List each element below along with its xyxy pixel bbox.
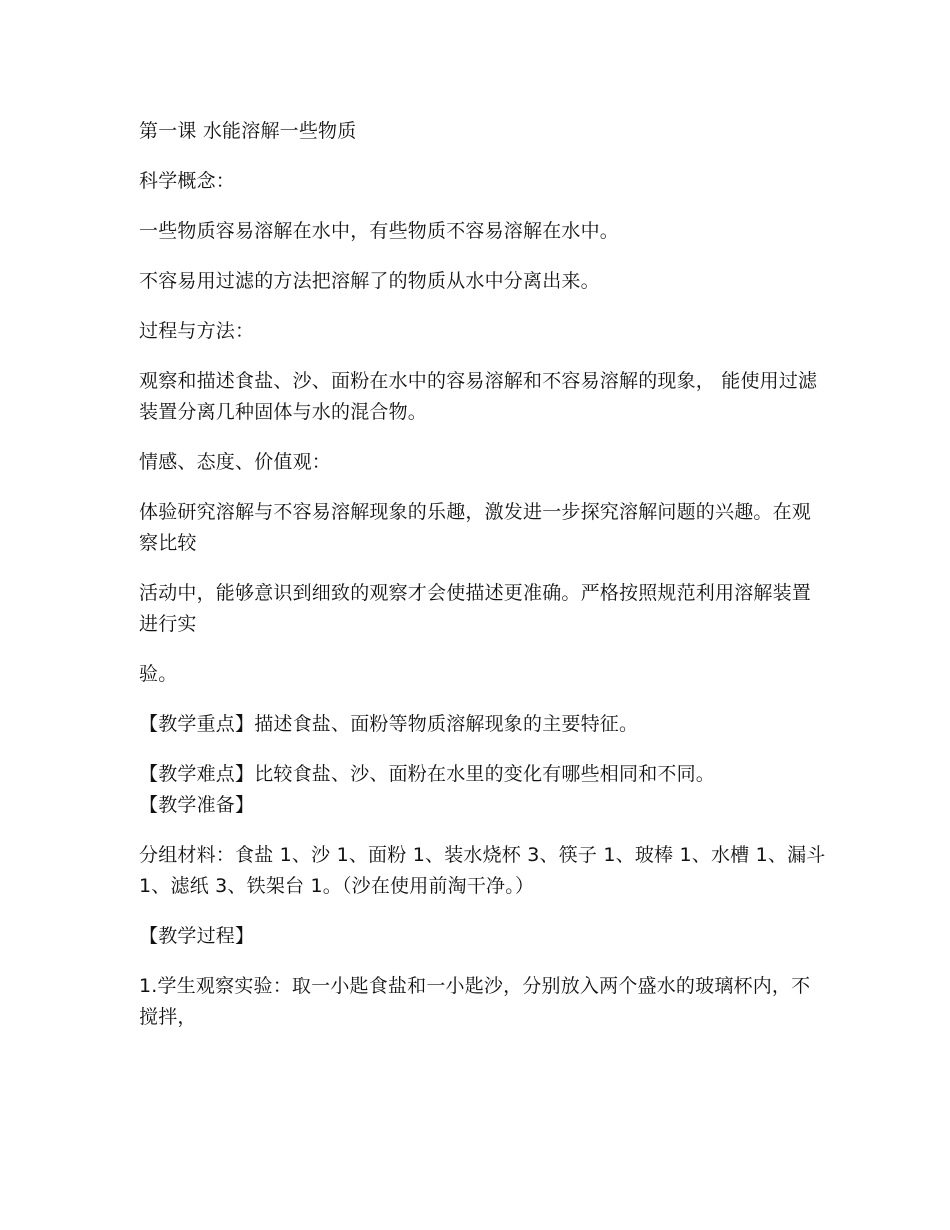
section-heading-process-methods: 过程与方法： — [139, 320, 255, 342]
paragraph-attitude-3: 验。 — [139, 663, 178, 685]
teaching-difficulty: 【教学难点】比较食盐、沙、面粉在水里的变化有哪些相同和不同。 — [139, 763, 716, 785]
lesson-title: 第一课 水能溶解一些物质 — [139, 120, 357, 142]
document-body — [139, 116, 829, 1052]
paragraph-attitude-2: 活动中，能够意识到细致的观察才会使描述更准确。严格按照规范利用溶解装置进行实 — [139, 582, 812, 635]
paragraph-concept-1: 一些物质容易溶解在水中，有些物质不容易溶解在水中。 — [139, 220, 620, 242]
teaching-process-heading: 【教学过程】 — [139, 925, 255, 947]
group-materials: 分组材料：食盐 1、沙 1、面粉 1、装水烧杯 3、筷子 1、玻棒 1、水槽 1、漏斗 1、滤纸 3、铁架台 1。（沙在使用前淘干净。） — [139, 844, 826, 897]
section-heading-attitudes: 情感、态度、价值观： — [139, 451, 332, 473]
experiment-step-1: 1.学生观察实验：取一小匙食盐和一小匙沙，分别放入两个盛水的玻璃杯内，不搅拌， — [139, 975, 811, 1028]
teaching-preparation-heading: 【教学准备】 — [139, 794, 255, 816]
paragraph-attitude-1: 体验研究溶解与不容易溶解现象的乐趣，激发进一步探究溶解问题的兴趣。在观察比较 — [139, 501, 812, 554]
teaching-focus: 【教学重点】描述食盐、面粉等物质溶解现象的主要特征。 — [139, 713, 639, 735]
paragraph-process: 观察和描述食盐、沙、面粉在水中的容易溶解和不容易溶解的现象， 能使用过滤装置分离几种固体与水的混合物。 — [139, 370, 818, 423]
paragraph-concept-2: 不容易用过滤的方法把溶解了的物质从水中分离出来。 — [139, 270, 600, 292]
section-heading-science-concepts: 科学概念： — [139, 170, 236, 192]
